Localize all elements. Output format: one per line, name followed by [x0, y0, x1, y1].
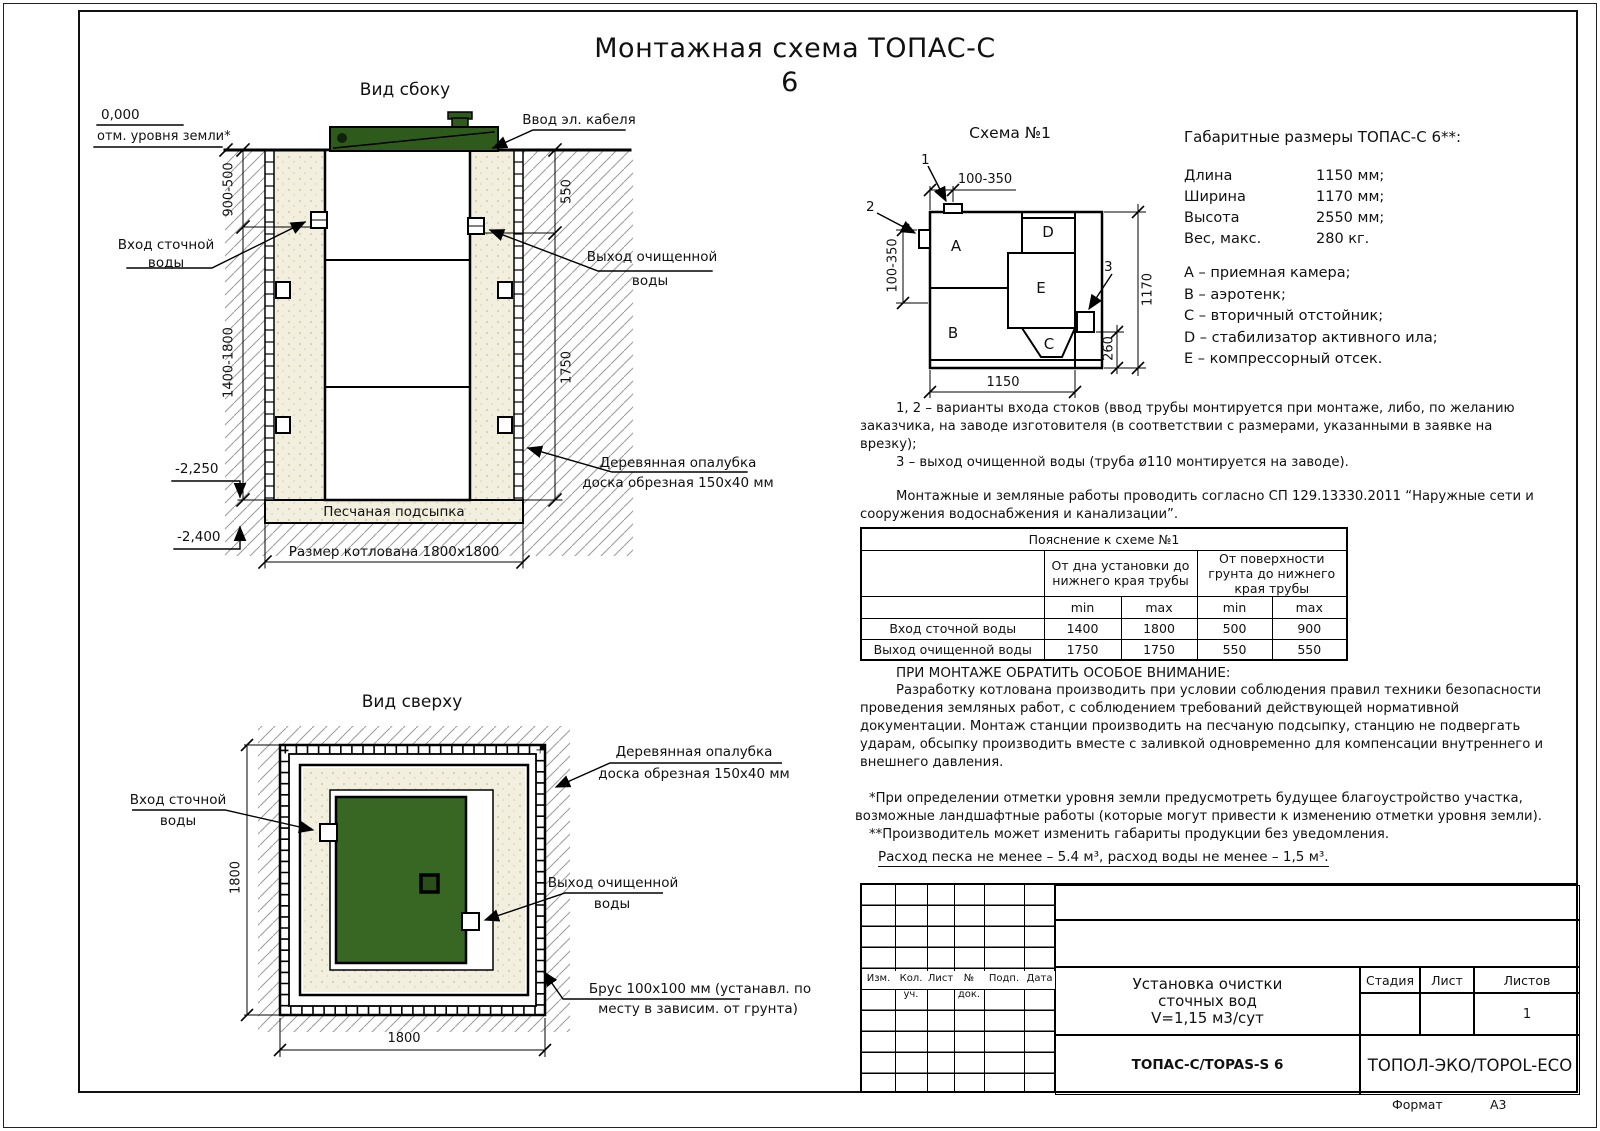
dim-value: 280 кг.: [1316, 231, 1370, 248]
dim-label: Длина: [1184, 168, 1233, 185]
revision-table: [862, 885, 1055, 1091]
schema1-dim-top: 100-350: [957, 172, 1013, 187]
table-title: Пояснение к схеме №1: [861, 528, 1347, 550]
top-inlet-label-2: воды: [159, 813, 197, 829]
pit-size-label: Размер котлована 1800x1800: [288, 544, 500, 560]
beam-label-2: месту в зависим. от грунта): [598, 1001, 798, 1017]
tank-lid: [330, 127, 498, 151]
compartment-c-label: C: [1043, 335, 1055, 353]
table-cell: 1750: [1121, 639, 1197, 660]
marker-3: 3: [1104, 259, 1113, 275]
table-cell: 550: [1197, 639, 1272, 660]
format-label: Формат: [1392, 1097, 1443, 1112]
sheet-value-cell: [1420, 993, 1474, 1035]
table-cell: 1800: [1121, 618, 1197, 639]
stage-value-cell: [1360, 993, 1420, 1035]
table-cell: 900: [1272, 618, 1347, 639]
level-zero: 0,000: [101, 107, 140, 123]
explanation-table: [860, 527, 1348, 661]
side-view-drawing: [94, 112, 747, 568]
doc-name-cell: [1055, 967, 1360, 1035]
col-data: Дата: [1024, 971, 1055, 989]
formwork-right: [514, 150, 523, 500]
legend-a: A – приемная камера;: [1184, 265, 1351, 282]
col-podp: Подп.: [984, 971, 1024, 989]
consumption-note: Расход песка не менее – 5.4 м³, расход воды не менее – 1,5 м³.: [878, 849, 1329, 865]
col-ndok: № док.: [954, 971, 984, 989]
dim-label: Вес, макс.: [1184, 231, 1262, 248]
cable-entry-label: Ввод эл. кабеля: [522, 112, 636, 128]
schema1-dim-left: 100-350: [885, 238, 901, 293]
top-formwork-label-1: Деревянная опалубка: [615, 744, 773, 760]
table-empty-cell: [861, 550, 1044, 596]
table-min-2: min: [1197, 596, 1272, 618]
compartment-e-label: E: [1036, 279, 1046, 297]
note-sp: Монтажные и земляные работы проводить согласно СП 129.13330.2011 “Наружные сети и сооружения водоснабжения и канализации”.: [860, 488, 1534, 522]
top-outlet-label-1: Выход очищенной: [547, 875, 679, 891]
doc-code-cell: ТОПАС-С/TOPAS-S 6: [1055, 1035, 1360, 1095]
tank-top: [336, 797, 466, 963]
schema1-dim-right: 1170: [1140, 272, 1156, 307]
empty-wide-cell: [1055, 920, 1580, 967]
dimensions-title: Габаритные размеры ТОПАС-С 6**:: [1184, 128, 1462, 146]
outlet-stub-top: [462, 913, 479, 930]
beam-label-1: Брус 100x100 мм (устанавл. по: [588, 981, 812, 997]
table-cell: 550: [1272, 639, 1347, 660]
dim-1750: 1750: [559, 350, 575, 385]
schema1-title: Схема №1: [969, 124, 1051, 142]
footnote-1: *При определении отметки уровня земли предусмотреть будущее благоустройство участка, возможные ландшафтные работы (которые могут привести к изменению отметки уровня земли).: [855, 791, 1542, 824]
company-cell: ТОПОЛ-ЭКО/TOPOL-ECO: [1360, 1035, 1580, 1095]
top-dim-width: 1800: [387, 1031, 421, 1046]
formwork-label-1: Деревянная опалубка: [599, 455, 757, 471]
level-zero-note: отм. уровня земли*: [97, 129, 231, 144]
dim-550: 550: [559, 179, 575, 204]
tank-body: [325, 150, 470, 500]
top-formwork-label-2: доска обрезная 150x40 мм: [598, 766, 790, 782]
format-value: А3: [1490, 1097, 1507, 1112]
stub-1: [944, 204, 962, 213]
outlet-label-2: воды: [631, 273, 669, 289]
dim-value: 1150 мм;: [1316, 168, 1385, 185]
page-title-line2: 6: [781, 67, 799, 98]
top-view-title: Вид сверху: [361, 692, 463, 712]
doc-name-line2: сточных вод: [1158, 991, 1257, 1010]
notes-block: [860, 400, 1552, 524]
doc-name-line1: Установка очистки: [1132, 974, 1283, 993]
outlet-label-1: Выход очищенной: [586, 249, 718, 265]
top-outlet-label-2: воды: [593, 896, 631, 912]
stage-header-cell: Стадия: [1360, 967, 1420, 993]
title-block: [860, 883, 1578, 1093]
legend-c: C – вторичный отстойник;: [1184, 308, 1384, 325]
dim-label: Ширина: [1184, 189, 1246, 206]
stub-3: [1077, 312, 1094, 332]
inlet-label-2: воды: [147, 255, 185, 271]
compartment-b-label: B: [947, 324, 959, 342]
level-2400: -2,400: [177, 529, 221, 545]
dim-value: 1170 мм;: [1316, 189, 1385, 206]
table-group-1: От дна установки до нижнего края трубы: [1044, 550, 1197, 596]
formwork-label-2: доска обрезная 150x40 мм: [582, 475, 774, 491]
sheets-header-cell: Листов: [1474, 967, 1580, 993]
doc-designation-cell: [1055, 885, 1580, 920]
table-cell: 1400: [1044, 618, 1121, 639]
col-kol: Кол. уч.: [895, 971, 927, 989]
table-max-2: max: [1272, 596, 1347, 618]
marker-1: 1: [921, 152, 930, 168]
page-title: Монтажная схема ТОПАС-С: [594, 33, 996, 64]
schema1-dim-bottom: 1150: [986, 375, 1020, 390]
formwork-left: [265, 150, 274, 500]
note-1-2: 1, 2 – варианты входа стоков (ввод трубы монтируется при монтаже, либо, по желанию заказчика, на заводе изготовителя (в соответствии с размерами, указанными в заявке на врезку);: [860, 401, 1515, 452]
dim-900-500: 900-500: [221, 162, 237, 217]
legend-d: D – стабилизатор активного ила;: [1184, 329, 1438, 346]
table-max-1: max: [1121, 596, 1197, 618]
compartment-a-label: A: [950, 237, 962, 255]
inlet-label-1: Вход сточной: [117, 237, 215, 253]
side-view-title: Вид сбоку: [359, 80, 451, 100]
footnote-2: **Производитель может изменить габариты продукции без уведомления.: [869, 826, 1390, 842]
dim-label: Высота: [1184, 210, 1240, 227]
note-3: 3 – выход очищенной воды (труба ø110 монтируется на заводе).: [896, 454, 1349, 470]
top-inlet-label-1: Вход сточной: [129, 792, 227, 808]
stub-2: [919, 230, 930, 248]
doc-name-line3: V=1,15 м3/сут: [1151, 1008, 1264, 1027]
dim-1400-1800: 1400-1800: [221, 327, 237, 398]
overall-dimensions-block: [1184, 127, 1574, 372]
table-empty-cell: [861, 596, 1044, 618]
dim-value: 2550 мм;: [1316, 210, 1385, 227]
table-row-label: Вход сточной воды: [861, 618, 1044, 639]
attention-body: Разработку котлована производить при условии соблюдения правил техники безопасности проведения земляных работ, с соблюдением требований действующей нормативной документации. Монтаж станции производить на песчаную подсыпку, станцию не подвергать ударам, обсыпку производить вместе с заливкой одновременно для компенсации внутреннего и внешнего давления.: [860, 683, 1544, 771]
vent-square: [421, 875, 438, 892]
compartment-d-label: D: [1042, 223, 1054, 241]
sand-label: Песчаная подсыпка: [323, 504, 465, 520]
table-cell: 500: [1197, 618, 1272, 639]
sheets-value-cell: 1: [1474, 993, 1580, 1035]
schema1-dim-260: 260: [1101, 336, 1117, 361]
level-2250: -2,250: [175, 461, 219, 477]
attention-block: [860, 664, 1555, 772]
legend-e: E – компрессорный отсек.: [1184, 351, 1383, 368]
footnotes-block: [855, 790, 1555, 844]
marker-2: 2: [866, 199, 875, 215]
table-row-label: Выход очищенной воды: [861, 639, 1044, 660]
col-izm: Изм.: [862, 971, 895, 989]
table-min-1: min: [1044, 596, 1121, 618]
attention-title: ПРИ МОНТАЖЕ ОБРАТИТЬ ОСОБОЕ ВНИМАНИЕ:: [896, 665, 1231, 681]
inlet-stub-top: [320, 824, 337, 841]
table-cell: 1750: [1044, 639, 1121, 660]
col-list: Лист: [927, 971, 954, 989]
legend-b: B – аэротенк;: [1184, 286, 1286, 303]
table-group-2: От поверхности грунта до нижнего края трубы: [1197, 550, 1347, 596]
top-dim-height: 1800: [228, 860, 244, 895]
sheet-header-cell: Лист: [1420, 967, 1474, 993]
